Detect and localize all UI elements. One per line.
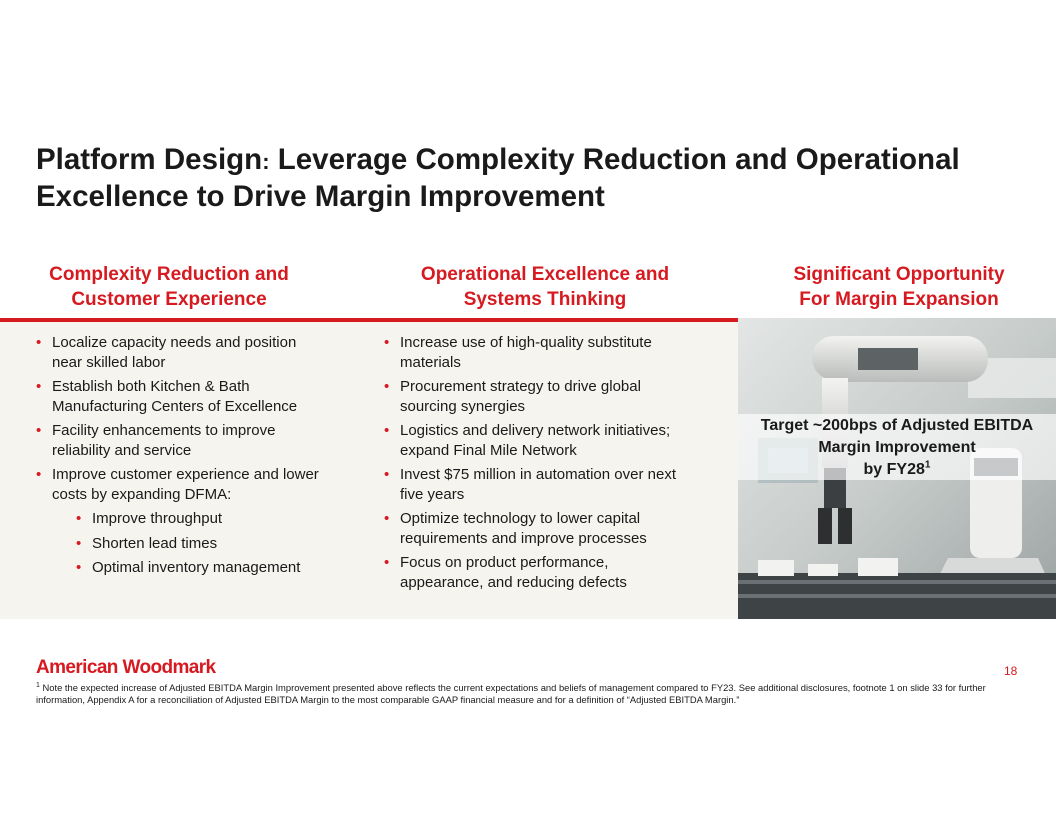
sub-list-item — [36, 534, 326, 554]
bullet-text: Establish both Kitchen & Bath Manufacturing Centers of Excellence — [52, 378, 298, 415]
callout-line: Target ~200bps of Adjusted EBITDA — [760, 417, 1034, 434]
bullets-complexity — [36, 333, 326, 583]
page-number: 18 — [1004, 664, 1018, 678]
margin-target-callout — [738, 415, 1056, 481]
bullet-text: Procurement strategy to drive global sourcing synergies — [400, 378, 641, 415]
list-item — [36, 333, 326, 372]
heading-line: Significant Opportunity — [793, 264, 1005, 285]
list-item — [384, 333, 680, 372]
bullet-text: Localize capacity needs and position near skilled labor — [52, 334, 297, 371]
bullet-dot: • — [384, 334, 390, 351]
bullet-dot: • — [384, 554, 390, 571]
bullet-text: Shorten lead times — [92, 534, 218, 552]
bullet-text: Optimize technology to lower capital requirements and improve processes — [400, 510, 647, 547]
slide-title — [36, 142, 1036, 214]
title-colon: : — [262, 149, 270, 174]
bullet-dot: • — [36, 466, 42, 483]
bullet-dot: • — [36, 378, 42, 395]
company-logo: American Woodmark — [36, 657, 216, 678]
column-heading-opportunity — [746, 262, 1052, 312]
footnote — [36, 680, 1026, 705]
list-item — [384, 553, 680, 592]
bullet-dot: • — [76, 559, 82, 576]
sub-list-item — [36, 558, 326, 578]
bullet-text: Invest $75 million in automation over next five years — [400, 466, 676, 503]
footnote-marker: 1 — [36, 682, 40, 689]
callout-line — [738, 459, 1056, 481]
bullet-text: Optimal inventory management — [92, 559, 301, 576]
bullet-text: Increase use of high-quality substitute materials — [400, 334, 652, 371]
bullet-dot: • — [384, 422, 390, 439]
bullet-dot: • — [36, 422, 42, 439]
heading-line: For Margin Expansion — [799, 289, 999, 310]
callout-line: Margin Improvement — [818, 439, 976, 456]
bullet-dot: • — [384, 378, 390, 395]
column-heading-complexity — [16, 262, 322, 312]
title-lead: Platform Design — [36, 143, 263, 176]
list-item — [384, 509, 680, 548]
bullet-dot: • — [36, 334, 42, 351]
column-heading-operational — [392, 262, 698, 312]
list-item — [36, 377, 326, 416]
bullet-text: Improve customer experience and lower costs by expanding DFMA: — [52, 466, 319, 503]
footnote-text: Note the expected increase of Adjusted EBITDA Margin Improvement presented above reflects the current expectations and beliefs of management compared to FY23. See additional disclosures, footnote 1 on slide 33 for further information, Appendix A for a reconciliation of Adjusted EBITDA Margin to the most comparable GAAP financial measure and for a definition of “Adjusted EBITDA Margin.” — [36, 682, 986, 705]
bullets-operational — [384, 333, 680, 597]
robot-arm-photo — [738, 318, 1056, 619]
bullet-text: Focus on product performance, appearance, and reducing defects — [400, 554, 627, 591]
bullet-dot: • — [76, 510, 82, 527]
callout-footnote-marker: 1 — [924, 459, 931, 471]
list-item — [36, 421, 326, 460]
bullet-dot: • — [384, 466, 390, 483]
list-item — [36, 465, 326, 504]
bullet-text: Improve throughput — [92, 510, 223, 527]
bullet-dot: • — [76, 534, 82, 552]
bullet-text: Facility enhancements to improve reliability and service — [52, 422, 276, 459]
heading-line: Operational Excellence and — [420, 264, 670, 285]
bullet-dot: • — [384, 510, 390, 527]
sub-list-item — [36, 509, 326, 529]
heading-line: Systems Thinking — [463, 289, 627, 310]
list-item — [384, 421, 680, 460]
heading-line: Complexity Reduction and — [49, 264, 289, 285]
heading-line: Customer Experience — [71, 289, 267, 310]
bullet-text: Logistics and delivery network initiatives; expand Final Mile Network — [400, 422, 671, 459]
callout-fy: by FY28 — [863, 461, 925, 478]
title-rest: Leverage Complexity Reduction and Operational Excellence to Drive Margin Improvement — [36, 143, 960, 213]
list-item — [384, 377, 680, 416]
list-item — [384, 465, 680, 504]
